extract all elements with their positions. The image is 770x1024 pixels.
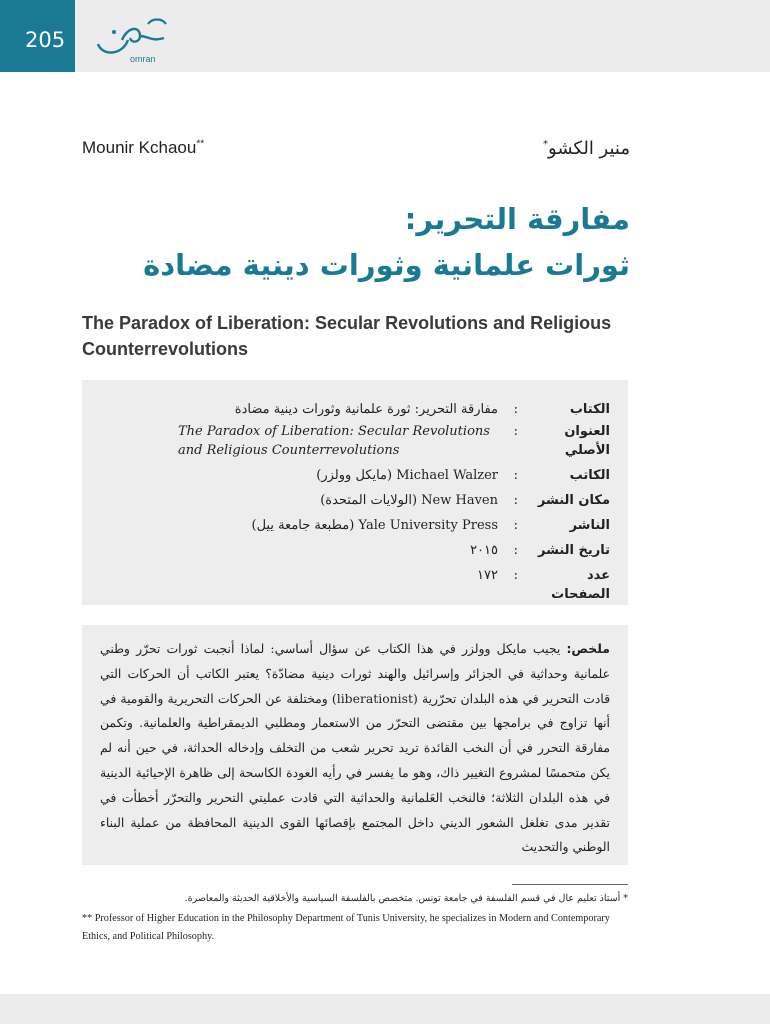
footnote-arabic-text: أستاذ تعليم عال في قسم الفلسفة في جامعة تونس. متخصص بالفلسفة السياسية والأخلاقية الحديثة والمعاصرة.	[184, 893, 621, 904]
info-label: الكاتب	[569, 468, 610, 483]
info-value: Yale University Press (مطبعة جامعة ييل)	[251, 518, 498, 533]
info-label: تاريخ النشر	[538, 543, 610, 558]
footnote-arabic	[128, 893, 628, 904]
info-value: ١٧٢	[477, 568, 498, 583]
logo-mark-icon	[92, 16, 172, 56]
abstract-box	[82, 625, 628, 865]
footnote-english-text: Professor of Higher Education in the Philosophy Department of Tunis University, he specializes in Modern and Contemporary Ethics, and Political Philosophy.	[82, 913, 610, 942]
abstract-label: ملخص:	[566, 641, 610, 656]
info-colon: :	[513, 518, 518, 533]
info-value: مفارقة التحرير: ثورة علمانية وثورات دينية مضادة	[234, 402, 498, 417]
author-english-text: Mounir Kchaou	[82, 138, 197, 157]
info-colon: :	[513, 568, 518, 583]
info-row-original-title	[180, 422, 610, 462]
book-info-box	[82, 380, 628, 605]
footnote-english-mark: **	[82, 913, 93, 924]
info-colon: :	[513, 493, 518, 508]
title-arabic-line1: مفارقة التحرير:	[404, 202, 630, 236]
page-number: 205	[25, 28, 66, 52]
info-value: ٢٠١٥	[470, 543, 498, 558]
author-arabic-mark: *	[543, 139, 549, 150]
footer-bar	[0, 994, 770, 1024]
page-number-box	[0, 0, 75, 72]
author-arabic-text: منير الكشو	[548, 138, 630, 159]
info-label: الناشر	[569, 518, 610, 533]
info-value: The Paradox of Liberation: Secular Revolutions and Religious Counterrevolutions	[178, 424, 490, 458]
info-value: Michael Walzer (مايكل وولزر)	[316, 468, 498, 483]
info-colon: :	[513, 468, 518, 483]
info-label: عدد الصفحات	[551, 568, 610, 602]
abstract-paragraph	[100, 637, 610, 860]
footnote-arabic-mark: *	[623, 893, 628, 904]
info-label: العنوان الأصلي	[564, 424, 610, 458]
info-label: مكان النشر	[537, 493, 610, 508]
info-value: New Haven (الولايات المتحدة)	[320, 493, 498, 508]
footnote-divider	[512, 884, 628, 885]
info-colon: :	[513, 424, 518, 439]
footnote-english	[82, 910, 628, 946]
author-name-english	[82, 138, 204, 158]
title-english: The Paradox of Liberation: Secular Revolutions and Religious Counterrevolutions	[82, 313, 612, 359]
author-name-arabic	[543, 138, 630, 159]
title-arabic-line2: ثورات علمانية وثورات دينية مضادة	[143, 248, 630, 282]
logo-text: omran	[130, 54, 156, 64]
info-label: الكتاب	[569, 402, 610, 417]
info-colon: :	[513, 402, 518, 417]
info-colon: :	[513, 543, 518, 558]
author-english-mark: **	[196, 138, 205, 150]
abstract-body: يجيب مايكل وولزر في هذا الكتاب عن سؤال أساسي: لماذا أنجبت ثورات تحرّر وطني علمانية وحداثية في الجزائر وإسرائيل والهند ثورات دينية مضادّة؟ يعتبر الكاتب أن الحركات التي قادت التحرير في هذه البلدان تحرّرية (liberationist) ومختلفة عن الحركات التحريرية والقومية في أنها تزاوج في برامجها بين مقتضى التحرّر من الاستعمار ومطلبي الديمقراطية والعلمانية. وتكمن مفارقة التحرر في أن النخب القائدة تريد تحرير شعب من التخلف وإدخاله الحداثة، في حين أنه لم يكن متحمسًا لمشروع التغيير ذاك، وهو ما يفسر في رأيه العودة الكاسحة إلى ظاهرة الإحيائية الدينية في هذه البلدان الثلاثة؛ فالنخب العَلمانية والحداثية التي قادت عمليتي التحرير والتحرّر أخطأت في تقدير مدى تغلغل الشعور الديني داخل المجتمع بإقصائها القوى الدينية المحافظة من عملية البناء الوطني والتحديث	[100, 641, 610, 855]
omran-logo	[92, 16, 172, 66]
